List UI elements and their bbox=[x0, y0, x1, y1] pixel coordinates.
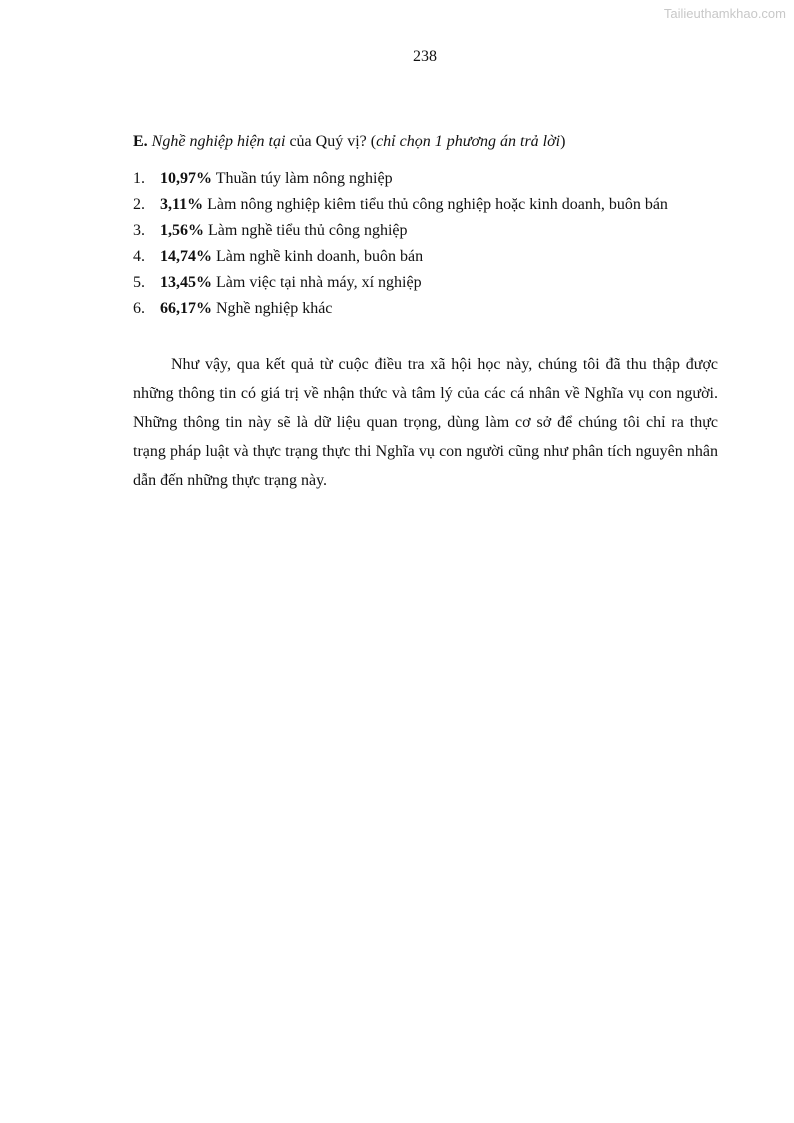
answer-percent: 66,17% bbox=[160, 300, 212, 317]
answer-number: 2. bbox=[133, 196, 145, 213]
answer-percent: 1,56% bbox=[160, 222, 204, 239]
answer-percent: 3,11% bbox=[160, 196, 204, 213]
answer-list bbox=[133, 166, 668, 322]
question-note: chỉ chọn 1 phương án trả lời bbox=[376, 133, 561, 150]
answer-number: 5. bbox=[133, 274, 145, 291]
answer-text: Thuần túy làm nông nghiệp bbox=[215, 170, 393, 187]
answer-number: 4. bbox=[133, 248, 145, 265]
answer-percent: 10,97% bbox=[160, 170, 212, 187]
answer-text: Làm việc tại nhà máy, xí nghiệp bbox=[216, 274, 422, 291]
question-text-italic: Nghề nghiệp hiện tại bbox=[151, 133, 286, 150]
answer-percent: 14,74% bbox=[160, 248, 212, 265]
answer-item bbox=[133, 296, 668, 322]
answer-number: 6. bbox=[133, 300, 145, 317]
answer-item bbox=[133, 166, 668, 192]
page-number: 238 bbox=[413, 48, 437, 65]
answer-text: Làm nông nghiệp kiêm tiểu thủ công nghiệp hoặc kinh doanh, buôn bán bbox=[207, 196, 668, 213]
answer-text: Làm nghề tiểu thủ công nghiệp bbox=[208, 222, 408, 239]
answer-item bbox=[133, 192, 668, 218]
answer-text: Làm nghề kinh doanh, buôn bán bbox=[216, 248, 424, 265]
conclusion-paragraph: Như vậy, qua kết quả từ cuộc điều tra xã hội học này, chúng tôi đã thu thập được những thông tin có giá trị về nhận thức và tâm lý của các cá nhân về Nghĩa vụ con người. Những thông tin này sẽ là dữ liệu quan trọng, dùng làm cơ sở để chúng tôi chỉ ra thực trạng pháp luật và thực trạng thực thi Nghĩa vụ con người cũng như phân tích nguyên nhân dẫn đến những thực trạng này. bbox=[133, 356, 718, 489]
answer-text: Nghề nghiệp khác bbox=[216, 300, 333, 317]
question-heading bbox=[133, 133, 565, 151]
question-label: E. bbox=[133, 133, 148, 150]
watermark: Tailieuthamkhao.com bbox=[663, 6, 786, 21]
answer-number: 1. bbox=[133, 170, 145, 187]
answer-item bbox=[133, 244, 668, 270]
answer-item bbox=[133, 270, 668, 296]
question-close: ) bbox=[560, 133, 566, 150]
question-text: của Quý vị? ( bbox=[285, 133, 377, 150]
answer-percent: 13,45% bbox=[160, 274, 212, 291]
answer-item bbox=[133, 218, 668, 244]
answer-number: 3. bbox=[133, 222, 145, 239]
